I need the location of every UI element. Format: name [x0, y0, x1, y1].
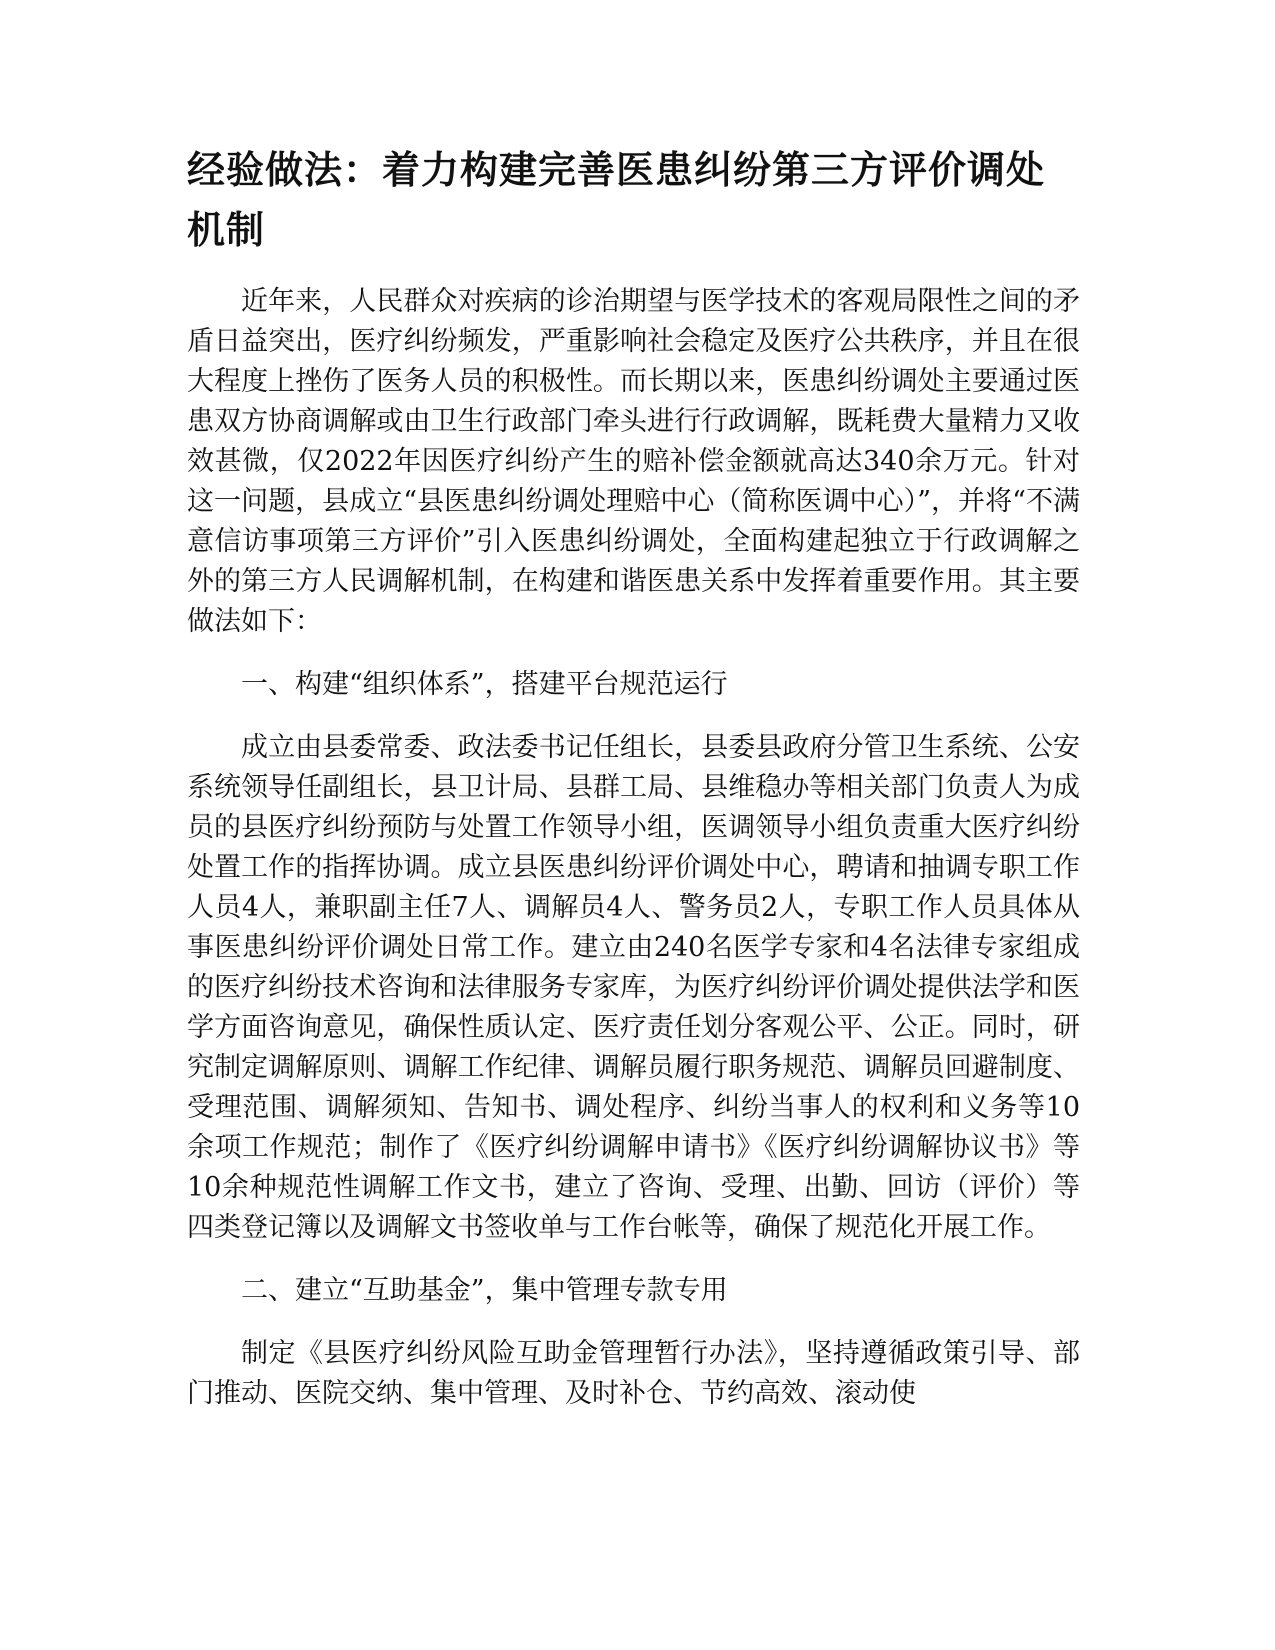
document-title: 经验做法：着力构建完善医患纠纷第三方评价调处机制: [187, 148, 1046, 252]
section-heading-2: 二、建立“互助基金”，集中管理专款专用: [241, 1275, 728, 1306]
intro-paragraph: 近年来，人民群众对疾病的诊治期望与医学技术的客观局限性之间的矛盾日益突出，医疗纠纷频发，严重影响社会稳定及医疗公共秩序，并且在很大程度上挫伤了医务人员的积极性。而长期以来，医患纠纷调处主要通过医患双方协商调解或由卫生行政部门牵头进行行政调解，既耗费大量精力又收效甚微，仅2022年因医疗纠纷产生的赔补偿金额就高达340余万元。针对这一问题，县成立“县医患纠纷调处理赔中心（简称医调中心）”，并将“不满意信访事项第三方评价”引入医患纠纷调处，全面构建起独立于行政调解之外的第三方人民调解机制，在构建和谐医患关系中发挥着重要作用。其主要做法如下：: [187, 286, 1080, 637]
section-body-2: 制定《县医疗纠纷风险互助金管理暂行办法》，坚持遵循政策引导、部门推动、医院交纳、集中管理、及时补仓、节约高效、滚动使: [187, 1338, 1080, 1409]
section-body-1: 成立由县委常委、政法委书记任组长，县委县政府分管卫生系统、公安系统领导任副组长，县卫计局、县群工局、县维稳办等相关部门负责人为成员的县医疗纠纷预防与处置工作领导小组，医调领导小组负责重大医疗纠纷处置工作的指挥协调。成立县医患纠纷评价调处中心，聘请和抽调专职工作人员4人，兼职副主任7人、调解员4人、警务员2人，专职工作人员具体从事医患纠纷评价调处日常工作。建立由240名医学专家和4名法律专家组成的医疗纠纷技术咨询和法律服务专家库，为医疗纠纷评价调处提供法学和医学方面咨询意见，确保性质认定、医疗责任划分客观公平、公正。同时，研究制定调解原则、调解工作纪律、调解员履行职务规范、调解员回避制度、受理范围、调解须知、告知书、调处程序、纠纷当事人的权利和义务等10余项工作规范；制作了《医疗纠纷调解申请书》《医疗纠纷调解协议书》等10余种规范性调解工作文书，建立了咨询、受理、出勤、回访（评价）等四类登记簿以及调解文书签收单与工作台帐等，确保了规范化开展工作。: [187, 732, 1080, 1243]
document-page: [187, 140, 1080, 1437]
section-heading-1: 一、构建“组织体系”，搭建平台规范运行: [241, 669, 728, 700]
